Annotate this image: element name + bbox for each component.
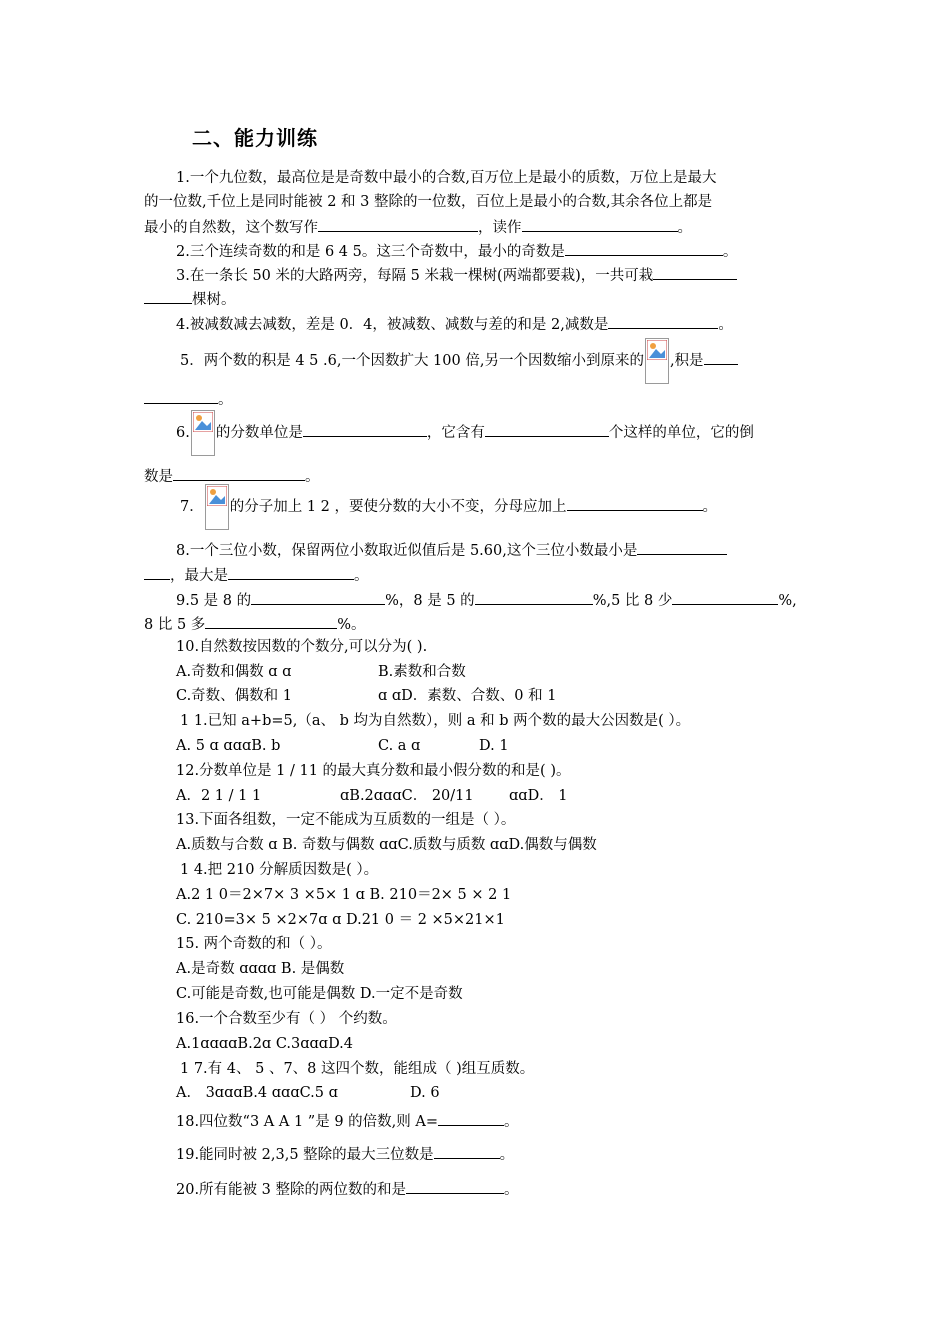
answer-blank[interactable] bbox=[144, 388, 218, 404]
answer-blank[interactable] bbox=[303, 421, 427, 437]
question-16-options: A.1ɑɑɑɑB.2ɑ C.3ɑɑɑD.4 bbox=[176, 1036, 354, 1052]
answer-blank[interactable] bbox=[144, 564, 170, 580]
question-3-cont: 棵树。 bbox=[144, 288, 236, 310]
question-20: 20.所有能被 3 整除的两位数的和是 。 bbox=[176, 1178, 519, 1200]
question-14: 1 4.把 210 分解质因数是( ）。 bbox=[180, 862, 379, 878]
question-12-option-d: ɑɑD． 1 bbox=[509, 788, 568, 804]
question-10-option-d: ɑ ɑD．素数、合数、0 和 1 bbox=[378, 688, 557, 704]
answer-blank[interactable] bbox=[144, 288, 192, 304]
question-13: 13.下面各组数，一定不能成为互质数的一组是（ ）。 bbox=[176, 812, 516, 828]
question-16: 16.一个合数至少有（ ） 个约数。 bbox=[176, 1011, 397, 1027]
question-10-option-b: B.素数和合数 bbox=[378, 664, 466, 680]
answer-blank[interactable] bbox=[251, 589, 385, 605]
answer-blank[interactable] bbox=[438, 1110, 504, 1126]
question-5: 5．两个数的积是 4 5 .6,一个因数扩大 100 倍,另一个因数缩小到原来的 ,积是 bbox=[180, 338, 738, 384]
question-17-options-abc: A． 3ɑɑɑB.4 ɑɑɑC.5 ɑ bbox=[176, 1085, 338, 1101]
question-10-option-c: C.奇数、偶数和 1 bbox=[176, 688, 293, 704]
question-11: 1 1.已知 a+b=5,（a、 b 均为自然数），则 a 和 b 两个数的最大公因数是( ）。 bbox=[180, 713, 691, 729]
question-11-option-c: C. a ɑ bbox=[378, 738, 421, 754]
question-11-option-d: D. 1 bbox=[479, 738, 509, 754]
question-10-option-a: A.奇数和偶数 ɑ ɑ bbox=[176, 664, 292, 680]
answer-blank[interactable] bbox=[672, 589, 778, 605]
question-9-cont: 8 比 5 多 %。 bbox=[144, 613, 366, 635]
question-10: 10.自然数按因数的个数分,可以分为( ). bbox=[176, 639, 428, 655]
question-3: 3.在一条长 50 米的大路两旁，每隔 5 米栽一棵树(两端都要栽)，一共可栽 bbox=[176, 264, 737, 286]
question-4: 4.被减数减去减数，差是 0．4，被减数、减数与差的和是 2,减数是 。 bbox=[176, 313, 733, 335]
answer-blank[interactable] bbox=[228, 564, 354, 580]
answer-blank[interactable] bbox=[653, 264, 737, 280]
broken-image-icon bbox=[647, 340, 667, 360]
answer-blank[interactable] bbox=[205, 613, 337, 629]
question-15-options-ab: A.是奇数 ɑɑɑɑ B. 是偶数 bbox=[176, 961, 345, 977]
section-title: 二、能力训练 bbox=[192, 126, 318, 150]
question-15: 15. 两个奇数的和（ ）。 bbox=[176, 936, 332, 952]
answer-blank[interactable] bbox=[173, 465, 305, 481]
question-17: 1 7.有 4、 5 、7、8 这四个数，能组成（ )组互质数。 bbox=[180, 1061, 535, 1077]
answer-blank[interactable] bbox=[485, 421, 609, 437]
question-2: 2.三个连续奇数的和是 6 4 5。这三个奇数中，最小的奇数是 。 bbox=[176, 240, 737, 262]
question-11-option-ab: A. 5 ɑ ɑɑɑB. b bbox=[176, 738, 281, 754]
question-6: 6. 的分数单位是 ，它含有 个这样的单位，它的倒 bbox=[176, 410, 754, 456]
answer-blank[interactable] bbox=[704, 349, 738, 365]
fraction-image-placeholder bbox=[205, 484, 229, 530]
question-12: 12.分数单位是 1 / 11 的最大真分数和最小假分数的和是( )。 bbox=[176, 763, 571, 779]
fraction-image-placeholder bbox=[191, 410, 215, 456]
answer-blank[interactable] bbox=[318, 216, 478, 232]
question-17-option-d: D. 6 bbox=[410, 1085, 440, 1101]
question-14-options-ab: A.2 1 0＝2×7× 3 ×5× 1 ɑ B. 210＝2× 5 × 2 1 bbox=[176, 887, 512, 903]
question-12-option-bc: ɑB.2ɑɑɑC． 20/11 bbox=[340, 788, 474, 804]
answer-blank[interactable] bbox=[608, 313, 718, 329]
question-5-cont: 。 bbox=[144, 388, 233, 410]
answer-blank[interactable] bbox=[567, 495, 703, 511]
answer-blank[interactable] bbox=[406, 1178, 504, 1194]
answer-blank[interactable] bbox=[434, 1143, 500, 1159]
question-18: 18.四位数“3 A A 1 ”是 9 的倍数,则 A= 。 bbox=[176, 1110, 519, 1132]
question-6-cont: 数是 。 bbox=[144, 465, 320, 487]
answer-blank[interactable] bbox=[475, 589, 593, 605]
question-15-options-cd: C.可能是奇数,也可能是偶数 D.一定不是奇数 bbox=[176, 986, 463, 1002]
question-14-options-cd: C. 210=3× 5 ×2×7ɑ ɑ D.21 0 ＝ 2 ×5×21×1 bbox=[176, 912, 505, 928]
answer-blank[interactable] bbox=[565, 240, 723, 256]
question-19: 19.能同时被 2,3,5 整除的最大三位数是 。 bbox=[176, 1143, 514, 1165]
question-7: 7． 的分子加上 1 2 ，要使分数的大小不变，分母应加上 。 bbox=[180, 484, 717, 530]
answer-blank[interactable] bbox=[522, 216, 678, 232]
question-13-options: A.质数与合数 ɑ B. 奇数与偶数 ɑɑC.质数与质数 ɑɑD.偶数与偶数 bbox=[176, 837, 597, 853]
question-1-line-2: 的一位数,千位上是同时能被 2 和 3 整除的一位数，百位上是最小的合数,其余各位上都是 bbox=[144, 194, 713, 210]
question-9: 9.5 是 8 的 %，8 是 5 的 %,5 比 8 少 %, bbox=[176, 589, 797, 611]
question-1-line-1: 1.一个九位数，最高位是是奇数中最小的合数,百万位上是最小的质数，万位上是最大 bbox=[176, 170, 717, 186]
answer-blank[interactable] bbox=[637, 539, 727, 555]
broken-image-icon bbox=[193, 412, 213, 432]
question-12-option-a: A．2 1 / 1 1 bbox=[176, 788, 262, 804]
broken-image-icon bbox=[207, 486, 227, 506]
question-1-line-3: 最小的自然数，这个数写作 ，读作 。 bbox=[144, 216, 692, 238]
question-8: 8.一个三位小数，保留两位小数取近似值后是 5.60,这个三位小数最小是 bbox=[176, 539, 727, 561]
question-8-cont: ，最大是 。 bbox=[144, 564, 369, 586]
fraction-image-placeholder bbox=[645, 338, 669, 384]
